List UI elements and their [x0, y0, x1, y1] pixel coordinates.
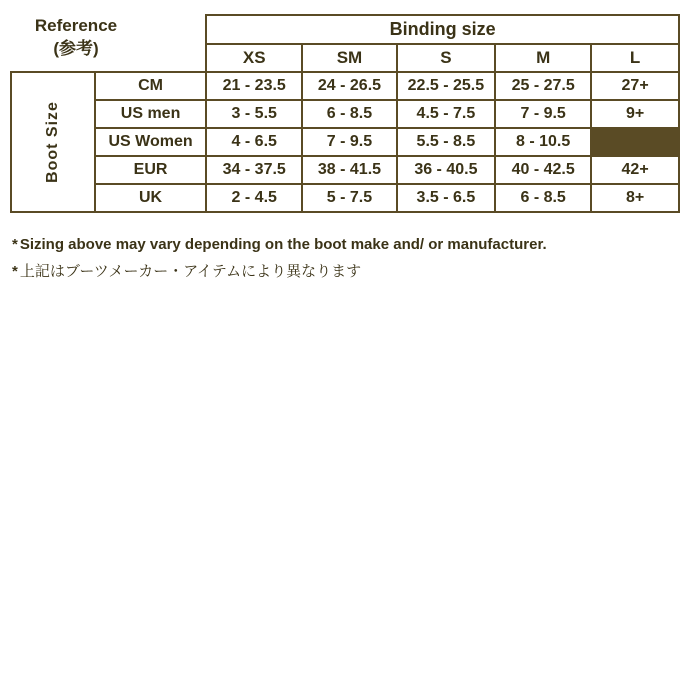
sizing-note-english-text: Sizing above may vary depending on the boot make and/ or manufacturer. [19, 236, 547, 253]
binding-size-title: Binding size [206, 15, 679, 44]
column-header-xs: XS [206, 44, 302, 72]
table-cell: 8+ [591, 184, 679, 212]
asterisk-icon: * [12, 236, 18, 253]
row-label-us-women: US Women [95, 128, 206, 156]
sizing-note-english [12, 236, 547, 253]
table-cell: 2 - 4.5 [206, 184, 302, 212]
table-cell: 24 - 26.5 [302, 72, 396, 100]
filled-cell [591, 128, 679, 156]
table-cell: 5.5 - 8.5 [397, 128, 495, 156]
row-label-uk: UK [95, 184, 206, 212]
table-cell: 36 - 40.5 [397, 156, 495, 184]
table-cell: 3 - 5.5 [206, 100, 302, 128]
table-cell: 25 - 27.5 [495, 72, 591, 100]
column-header-s: S [397, 44, 495, 72]
reference-line-2: (参考) [53, 39, 99, 58]
table-cell: 4.5 - 7.5 [397, 100, 495, 128]
sizing-note-japanese-text: 上記はブーツメーカー・アイテムにより異なります [19, 263, 362, 280]
table-cell: 3.5 - 6.5 [397, 184, 495, 212]
column-header-l: L [591, 44, 679, 72]
table-cell: 6 - 8.5 [302, 100, 396, 128]
table-cell: 40 - 42.5 [495, 156, 591, 184]
table-cell: 34 - 37.5 [206, 156, 302, 184]
table-cell: 4 - 6.5 [206, 128, 302, 156]
column-header-sm: SM [302, 44, 396, 72]
sizing-note-japanese [12, 260, 361, 281]
table-cell: 5 - 7.5 [302, 184, 396, 212]
column-header-m: M [495, 44, 591, 72]
table-cell: 9+ [591, 100, 679, 128]
table-cell: 38 - 41.5 [302, 156, 396, 184]
table-cell: 7 - 9.5 [302, 128, 396, 156]
row-label-cm: CM [95, 72, 206, 100]
table-cell: 22.5 - 25.5 [397, 72, 495, 100]
table-cell: 42+ [591, 156, 679, 184]
row-label-eur: EUR [95, 156, 206, 184]
table-cell: 27+ [591, 72, 679, 100]
reference-heading [12, 14, 140, 60]
boot-size-label [11, 72, 95, 212]
table-cell: 8 - 10.5 [495, 128, 591, 156]
table-cell: 7 - 9.5 [495, 100, 591, 128]
reference-line-1: Reference [34, 16, 118, 35]
asterisk-icon: * [12, 263, 18, 280]
table-cell: 21 - 23.5 [206, 72, 302, 100]
row-label-us-men: US men [95, 100, 206, 128]
table-cell: 6 - 8.5 [495, 184, 591, 212]
boot-size-label-text: Boot Size [43, 101, 61, 183]
